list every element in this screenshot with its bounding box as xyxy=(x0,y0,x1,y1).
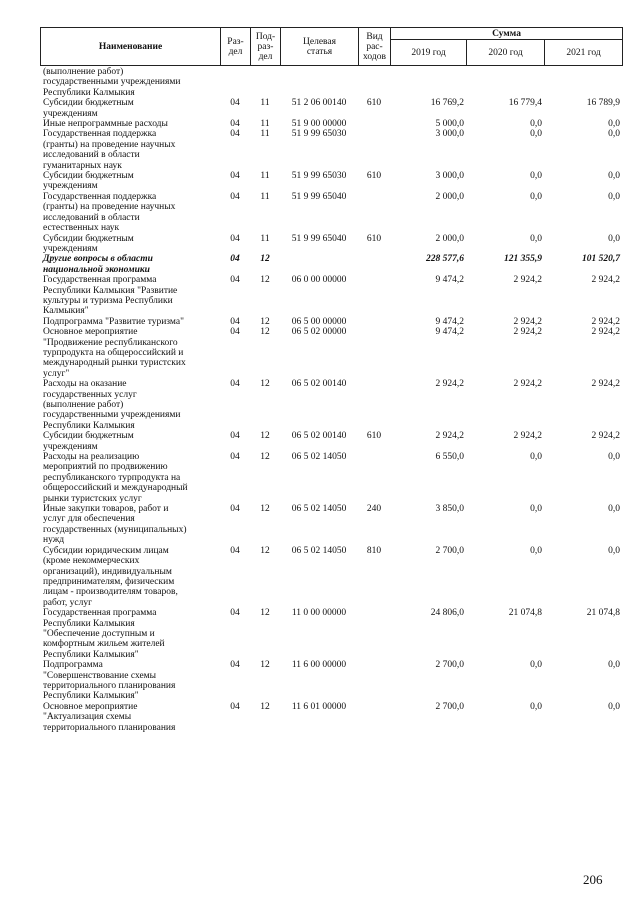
header-expense-type: Вид рас- ходов xyxy=(359,28,391,66)
row-sum-2019: 2 000,0 xyxy=(435,233,464,244)
row-sum-2020: 0,0 xyxy=(530,191,542,202)
row-sum-2020 xyxy=(466,67,544,98)
row-target-article: 51 9 00 00000 xyxy=(291,119,347,130)
row-expense-type xyxy=(358,129,390,171)
row-razdel: 04 xyxy=(230,191,240,202)
row-name: Расходы на реализацию мероприятий по продвижению республиканского турпродукта на общероссийский и международный рынки туристских услуг xyxy=(43,452,188,504)
row-sum-2020: 2 924,2 xyxy=(513,431,542,442)
row-razdel: 04 xyxy=(230,701,240,712)
row-podrazdel: 12 xyxy=(260,316,270,327)
row-sum-2020: 2 924,2 xyxy=(513,316,542,327)
header-year-2020: 2020 год xyxy=(467,40,545,66)
row-podrazdel: 12 xyxy=(260,275,270,286)
budget-table xyxy=(40,67,622,733)
row-expense-type xyxy=(358,452,390,504)
row-target-article: 06 0 00 00000 xyxy=(291,275,347,286)
row-podrazdel: 12 xyxy=(260,254,270,265)
row-target-article: 51 9 99 65040 xyxy=(291,191,347,202)
row-target-article: 11 6 00 00000 xyxy=(291,660,347,671)
row-sum-2019: 2 700,0 xyxy=(435,660,464,671)
row-target-article: 51 9 99 65030 xyxy=(291,171,347,182)
row-sum-2021: 0,0 xyxy=(608,701,620,712)
table-row xyxy=(40,608,622,660)
row-name: Основное мероприятие "Продвижение республиканского турпродукта на общероссийский и международный рынки туристских услуг" xyxy=(43,327,186,379)
row-sum-2019: 9 474,2 xyxy=(435,327,464,338)
table-row xyxy=(40,546,622,608)
table-row xyxy=(40,254,622,275)
row-sum-2019: 228 577,6 xyxy=(426,254,464,265)
row-sum-2019: 2 700,0 xyxy=(435,701,464,712)
row-sum-2021: 0,0 xyxy=(608,233,620,244)
table-row xyxy=(40,660,622,702)
row-podrazdel: 12 xyxy=(260,431,270,442)
header-sum: Сумма xyxy=(391,28,623,40)
row-name: Субсидии бюджетным учреждениям xyxy=(43,233,134,254)
table-row xyxy=(40,67,622,98)
table-row xyxy=(40,275,622,317)
row-name: (выполнение работ) государственными учреждениями Республики Калмыкия xyxy=(43,67,181,98)
row-sum-2021: 0,0 xyxy=(608,452,620,463)
row-razdel: 04 xyxy=(230,316,240,327)
table-row xyxy=(40,702,622,733)
row-target-article: 06 5 02 00140 xyxy=(291,379,347,390)
row-sum-2021: 0,0 xyxy=(608,171,620,182)
row-name: Государственная программа Республики Калмыкия "Обеспечение доступным и комфортным жильем жителей Республики Калмыкия" xyxy=(43,608,165,660)
row-sum-2021 xyxy=(544,67,622,98)
row-target-article: 51 9 99 65040 xyxy=(291,233,347,244)
table-row xyxy=(40,234,622,255)
header-year-2019: 2019 год xyxy=(391,40,467,66)
row-podrazdel: 11 xyxy=(260,119,270,130)
row-target-article: 11 6 01 00000 xyxy=(291,701,347,712)
row-sum-2020: 0,0 xyxy=(530,504,542,515)
row-razdel: 04 xyxy=(230,545,240,556)
row-sum-2021: 0,0 xyxy=(608,119,620,130)
row-sum-2020: 2 924,2 xyxy=(513,379,542,390)
row-sum-2019: 9 474,2 xyxy=(435,275,464,286)
row-razdel: 04 xyxy=(230,233,240,244)
row-sum-2021: 101 520,7 xyxy=(582,254,620,265)
row-name: Субсидии юридическим лицам (кроме некоммерческих организаций), индивидуальным предпринимателям, физическим лицам - производителям товаров, работ, услуг xyxy=(43,545,178,608)
header-target-article: Целевая статья xyxy=(281,28,359,66)
row-name: Субсидии бюджетным учреждениям xyxy=(43,431,134,452)
row-sum-2020: 0,0 xyxy=(530,233,542,244)
row-name: Подпрограмма "Развитие туризма" xyxy=(43,316,184,327)
row-sum-2019 xyxy=(390,67,466,98)
row-sum-2021: 2 924,2 xyxy=(591,431,620,442)
row-razdel: 04 xyxy=(230,452,240,463)
row-name: Расходы на оказание государственных услуг (выполнение работ) государственными учреждениями Республики Калмыкия xyxy=(43,379,181,431)
row-name: Иные непрограммные расходы xyxy=(43,119,168,130)
row-sum-2021: 2 924,2 xyxy=(591,316,620,327)
row-podrazdel: 12 xyxy=(260,504,270,515)
row-podrazdel: 12 xyxy=(260,701,270,712)
row-name: Иные закупки товаров, работ и услуг для обеспечения государственных (муниципальных) нужд xyxy=(43,504,187,546)
row-expense-type xyxy=(358,379,390,431)
row-podrazdel: 12 xyxy=(260,452,270,463)
row-expense-type xyxy=(358,608,390,660)
row-target-article xyxy=(280,254,358,275)
row-razdel xyxy=(220,67,250,98)
row-razdel: 04 xyxy=(230,504,240,515)
row-expense-type: 610 xyxy=(366,431,382,442)
row-podrazdel: 12 xyxy=(260,545,270,556)
row-razdel: 04 xyxy=(230,275,240,286)
row-name: Государственная поддержка (гранты) на проведение научных исследований в области гуманитарных наук xyxy=(43,129,176,171)
table-row xyxy=(40,171,622,192)
row-sum-2021: 2 924,2 xyxy=(591,327,620,338)
row-name: Субсидии бюджетным учреждениям xyxy=(43,171,134,192)
row-sum-2020: 21 074,8 xyxy=(508,608,542,619)
row-sum-2020: 0,0 xyxy=(530,660,542,671)
row-razdel: 04 xyxy=(230,608,240,619)
row-podrazdel: 11 xyxy=(260,191,270,202)
row-sum-2021: 0,0 xyxy=(608,191,620,202)
row-expense-type xyxy=(358,317,390,327)
row-sum-2020: 121 355,9 xyxy=(504,254,542,265)
row-sum-2020: 2 924,2 xyxy=(513,327,542,338)
header-name: Наименование xyxy=(41,28,221,66)
row-target-article: 51 2 06 00140 xyxy=(291,98,347,109)
row-podrazdel: 12 xyxy=(260,379,270,390)
row-sum-2020: 0,0 xyxy=(530,129,542,140)
row-sum-2020: 0,0 xyxy=(530,119,542,130)
table-row xyxy=(40,119,622,129)
row-expense-type xyxy=(358,67,390,98)
row-razdel: 04 xyxy=(230,119,240,130)
row-sum-2019: 2 700,0 xyxy=(435,545,464,556)
row-name: Субсидии бюджетным учреждениям xyxy=(43,98,134,119)
row-razdel: 04 xyxy=(230,171,240,182)
row-sum-2019: 5 000,0 xyxy=(435,119,464,130)
row-sum-2020: 16 779,4 xyxy=(508,98,542,109)
row-sum-2019: 16 769,2 xyxy=(430,98,464,109)
row-sum-2019: 9 474,2 xyxy=(435,316,464,327)
row-sum-2019: 6 550,0 xyxy=(435,452,464,463)
row-sum-2019: 2 000,0 xyxy=(435,191,464,202)
header-year-2021: 2021 год xyxy=(545,40,623,66)
row-sum-2020: 0,0 xyxy=(530,171,542,182)
row-podrazdel: 11 xyxy=(260,98,270,109)
row-razdel: 04 xyxy=(230,129,240,140)
row-podrazdel: 11 xyxy=(260,233,270,244)
row-expense-type: 810 xyxy=(366,545,382,556)
table-row xyxy=(40,452,622,504)
row-target-article: 06 5 02 00140 xyxy=(291,431,347,442)
row-target-article: 06 5 02 14050 xyxy=(291,504,347,515)
row-expense-type xyxy=(358,327,390,379)
row-expense-type: 240 xyxy=(366,504,382,515)
row-expense-type xyxy=(358,254,390,275)
row-target-article: 51 9 99 65030 xyxy=(291,129,347,140)
row-sum-2019: 3 000,0 xyxy=(435,171,464,182)
row-sum-2019: 3 000,0 xyxy=(435,129,464,140)
row-name: Основное мероприятие "Актуализация схемы территориального планирования xyxy=(43,701,176,733)
table-row xyxy=(40,98,622,119)
row-target-article: 06 5 02 14050 xyxy=(291,452,347,463)
page-number: 206 xyxy=(583,872,603,887)
table-row xyxy=(40,327,622,379)
row-expense-type: 610 xyxy=(366,233,382,244)
row-expense-type xyxy=(358,660,390,702)
row-expense-type xyxy=(358,275,390,317)
row-target-article: 11 0 00 00000 xyxy=(291,608,347,619)
table-row xyxy=(40,192,622,234)
row-name: Подпрограмма "Совершенствование схемы территориального планирования Республики Калмыкия" xyxy=(43,660,176,702)
row-podrazdel: 12 xyxy=(260,660,270,671)
row-sum-2019: 3 850,0 xyxy=(435,504,464,515)
row-sum-2021: 2 924,2 xyxy=(591,379,620,390)
row-razdel: 04 xyxy=(230,431,240,442)
row-podrazdel xyxy=(250,67,280,98)
row-sum-2021: 16 789,9 xyxy=(586,98,620,109)
row-sum-2019: 2 924,2 xyxy=(435,431,464,442)
row-name: Государственная программа Республики Калмыкия "Развитие культуры и туризма Республики Калмыкия" xyxy=(43,275,178,317)
row-podrazdel: 11 xyxy=(260,129,270,140)
row-target-article: 06 5 02 00000 xyxy=(291,327,347,338)
row-expense-type: 610 xyxy=(366,171,382,182)
row-sum-2020: 2 924,2 xyxy=(513,275,542,286)
row-razdel: 04 xyxy=(230,98,240,109)
row-name: Государственная поддержка (гранты) на проведение научных исследований в области естественных наук xyxy=(43,191,176,234)
row-sum-2021: 21 074,8 xyxy=(586,608,620,619)
row-podrazdel: 12 xyxy=(260,608,270,619)
table-row xyxy=(40,504,622,546)
row-razdel: 04 xyxy=(230,379,240,390)
row-razdel: 04 xyxy=(230,327,240,338)
table-row xyxy=(40,431,622,452)
row-sum-2020: 0,0 xyxy=(530,452,542,463)
row-sum-2019: 24 806,0 xyxy=(430,608,464,619)
table-row xyxy=(40,379,622,431)
table-row xyxy=(40,317,622,327)
row-podrazdel: 12 xyxy=(260,327,270,338)
row-expense-type xyxy=(358,192,390,234)
row-sum-2020: 0,0 xyxy=(530,545,542,556)
table-header xyxy=(40,27,623,66)
row-name: Другие вопросы в области национальной экономики xyxy=(43,254,153,275)
row-target-article xyxy=(280,67,358,98)
row-target-article: 06 5 02 14050 xyxy=(291,545,347,556)
row-sum-2021: 0,0 xyxy=(608,545,620,556)
row-razdel: 04 xyxy=(230,254,240,265)
header-podrazdel: Под- раз- дел xyxy=(251,28,281,66)
row-expense-type xyxy=(358,119,390,129)
row-target-article: 06 5 00 00000 xyxy=(291,316,347,327)
row-expense-type xyxy=(358,702,390,733)
row-razdel: 04 xyxy=(230,660,240,671)
row-sum-2020: 0,0 xyxy=(530,701,542,712)
table-row xyxy=(40,129,622,171)
row-sum-2021: 2 924,2 xyxy=(591,275,620,286)
header-razdel: Раз- дел xyxy=(221,28,251,66)
row-sum-2019: 2 924,2 xyxy=(435,379,464,390)
row-podrazdel: 11 xyxy=(260,171,270,182)
row-sum-2021: 0,0 xyxy=(608,504,620,515)
row-sum-2021: 0,0 xyxy=(608,129,620,140)
row-sum-2021: 0,0 xyxy=(608,660,620,671)
row-expense-type: 610 xyxy=(366,98,382,109)
